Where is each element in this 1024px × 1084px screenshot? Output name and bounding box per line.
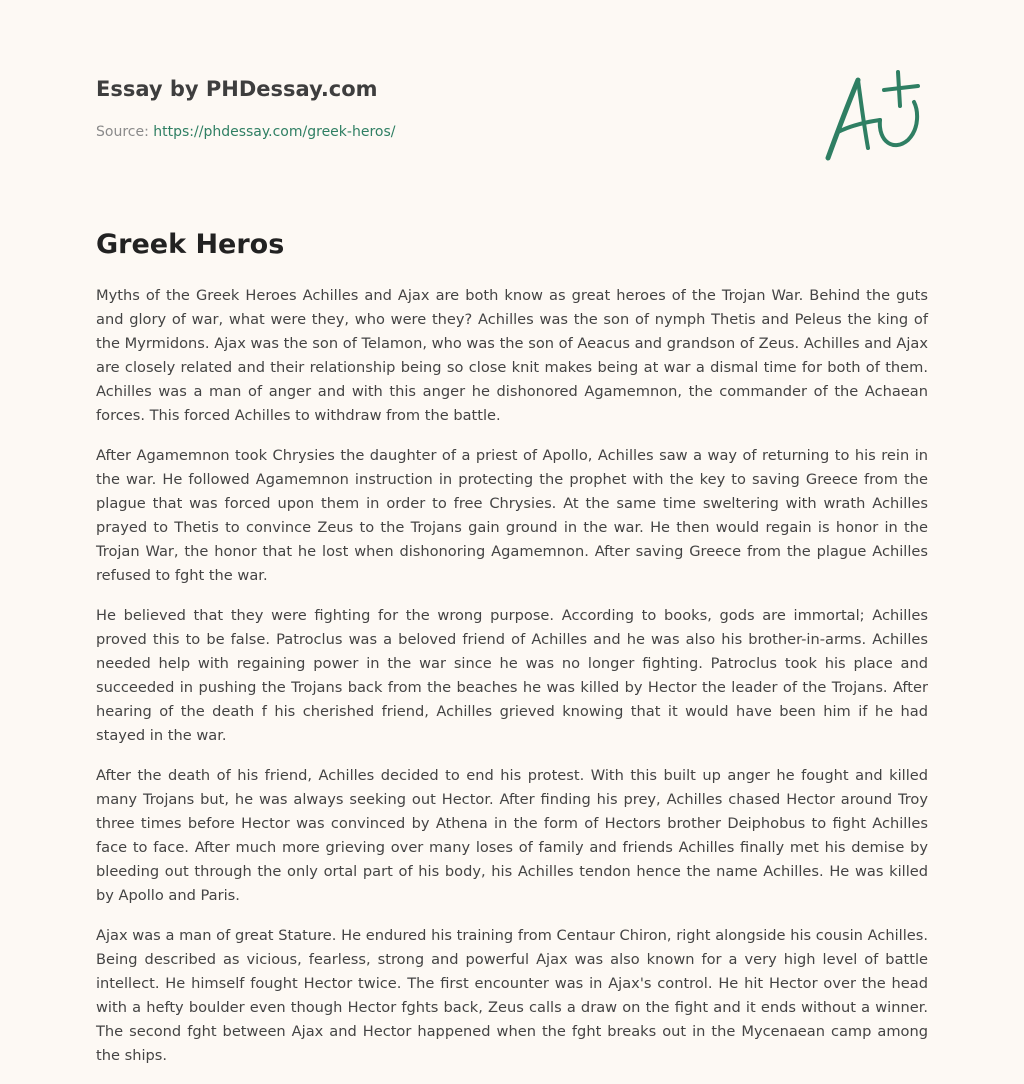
source-line — [96, 122, 696, 142]
site-brand: Essay by PHDessay.com — [96, 77, 378, 101]
essay-paragraph: Ajax was a man of great Stature. He endured his training from Centaur Chiron, right alongside his cousin Achilles. Being described as vicious, fearless, strong and powerful Ajax was also known for a very high level of battle intellect. He himself fought Hector twice. The first encounter was in Ajax's control. He hit Hector over the head with a hefty boulder even though Hector fghts back, Zeus calls a draw on the fight and it ends without a winner. The second fght between Ajax and Hector happened when the fght breaks out in the Mycenaean camp among the ships. — [96, 927, 928, 1064]
essay-title: Greek Heros — [96, 229, 285, 260]
essay-paragraph: He believed that they were fighting for the wrong purpose. According to books, gods are immortal; Achilles proved this to be false. Patroclus was a beloved friend of Achilles and he was also his brother-in-arms. Achilles needed help with regaining power in the war since he was no longer fighting. Patroclus took his place and succeeded in pushing the Trojans back from the beaches he was killed by Hector the leader of the Trojans. After hearing of the death f his cherished friend, Achilles grieved knowing that it would have been him if he had stayed in the war. — [96, 607, 928, 744]
essay-paragraph: Myths of the Greek Heroes Achilles and Ajax are both know as great heroes of the Trojan War. Behind the guts and glory of war, what were they, who were they? Achilles was the son of nymph Thetis and Peleus the king of the Myrmidons. Ajax was the son of Telamon, who was the son of Aeacus and grandson of Zeus. Achilles and Ajax are closely related and their relationship being so close knit makes being at war a dismal time for both of them. Achilles was a man of anger and with this anger he dishonored Agamemnon, the commander of the Achaean forces. This forced Achilles to withdraw from the battle. — [96, 287, 928, 424]
essay-body — [96, 284, 928, 1084]
essay-paragraph: After Agamemnon took Chrysies the daughter of a priest of Apollo, Achilles saw a way of returning to his rein in the war. He followed Agamemnon instruction in protecting the prophet with the key to saving Greece from the plague that was forced upon them in order to free Chrysies. At the same time sweltering with wrath Achilles prayed to Thetis to convince Zeus to the Trojans gain ground in the war. He then would regain is honor in the Trojan War, the honor that he lost when dishonoring Agamemnon. After saving Greece from the plague Achilles refused to fght the war. — [96, 447, 928, 584]
essay-paragraph: After the death of his friend, Achilles decided to end his protest. With this built up anger he fought and killed many Trojans but, he was always seeking out Hector. After finding his prey, Achilles chased Hector around Troy three times before Hector was convinced by Athena in the form of Hectors brother Deiphobus to fight Achilles face to face. After much more grieving over many loses of family and friends Achilles finally met his demise by bleeding out through the only ortal part of his body, his Achilles tendon hence the name Achilles. He was killed by Apollo and Paris. — [96, 767, 928, 904]
a-plus-grade-icon — [818, 66, 928, 166]
source-label: Source: — [96, 124, 154, 140]
source-link[interactable]: https://phdessay.com/greek-heros/ — [153, 124, 396, 140]
page-header — [96, 74, 696, 142]
